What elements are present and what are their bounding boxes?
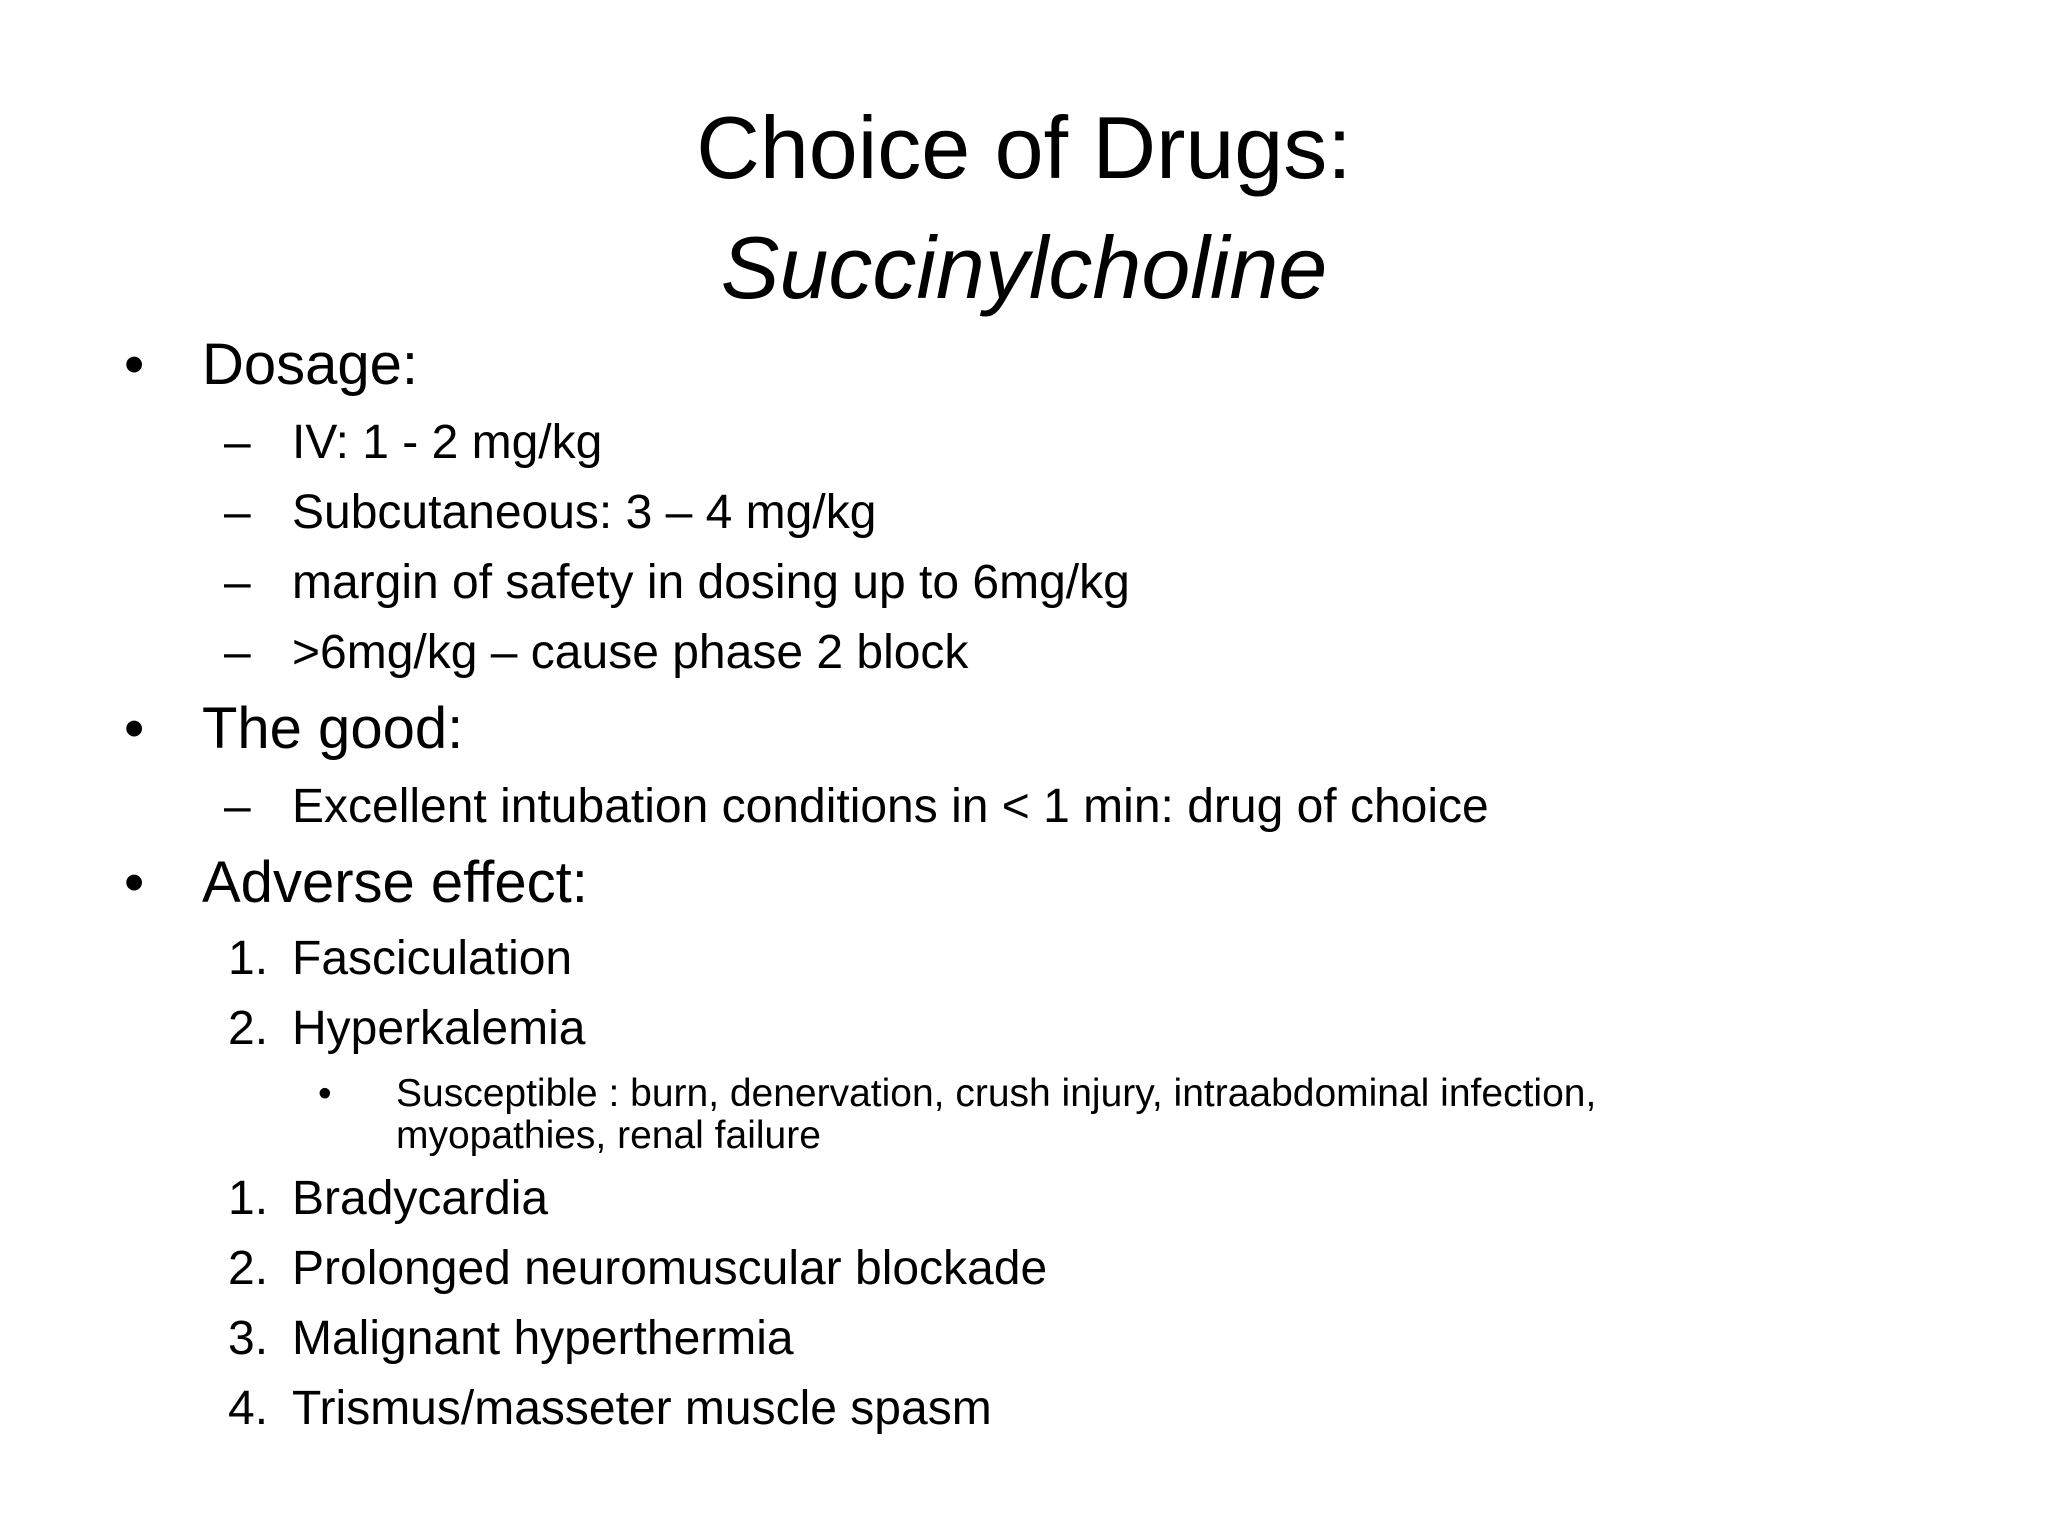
adverse-item-text: Malignant hyperthermia xyxy=(292,1312,794,1365)
sub-bullet-marker: • xyxy=(318,1072,332,1115)
number-marker: 2. xyxy=(228,1002,269,1055)
adverse-item-text: Trismus/masseter muscle spasm xyxy=(292,1382,992,1435)
adverse-item-text: Bradycardia xyxy=(292,1172,549,1225)
bullet-label: Adverse effect: xyxy=(202,850,588,915)
dosage-item-text: Subcutaneous: 3 – 4 mg/kg xyxy=(292,486,877,539)
dash-marker: – xyxy=(224,486,251,539)
sub-bullet-text-line-1: Susceptible : burn, denervation, crush injury, intraabdominal infection, xyxy=(396,1072,1597,1115)
bullet-marker: • xyxy=(124,332,145,397)
sub-bullet-text-line-2: myopathies, renal failure xyxy=(396,1114,821,1157)
title-line-1: Choice of Drugs: xyxy=(696,98,1352,197)
number-marker: 2. xyxy=(228,1242,269,1295)
dosage-item-text: >6mg/kg – cause phase 2 block xyxy=(292,626,969,679)
number-marker: 3. xyxy=(228,1312,269,1365)
dosage-item-text: IV: 1 - 2 mg/kg xyxy=(292,416,603,469)
bullet-marker: • xyxy=(124,850,145,915)
adverse-item-text: Prolonged neuromuscular blockade xyxy=(292,1242,1048,1295)
bullet-label: The good: xyxy=(202,696,464,761)
dosage-item-text: margin of safety in dosing up to 6mg/kg xyxy=(292,556,1130,609)
bullet-marker: • xyxy=(124,696,145,761)
slide-title xyxy=(0,88,2048,328)
good-item-text: Excellent intubation conditions in < 1 min: drug of choice xyxy=(292,780,1489,833)
adverse-item-text: Fasciculation xyxy=(292,932,573,985)
dash-marker: – xyxy=(224,626,251,679)
dash-marker: – xyxy=(224,780,251,833)
bullet-label: Dosage: xyxy=(202,332,419,397)
dash-marker: – xyxy=(224,416,251,469)
title-line-2: Succinylcholine xyxy=(720,218,1328,317)
number-marker: 4. xyxy=(228,1382,269,1435)
adverse-item-text: Hyperkalemia xyxy=(292,1002,586,1055)
dash-marker: – xyxy=(224,556,251,609)
number-marker: 1. xyxy=(228,1172,269,1225)
number-marker: 1. xyxy=(228,932,269,985)
